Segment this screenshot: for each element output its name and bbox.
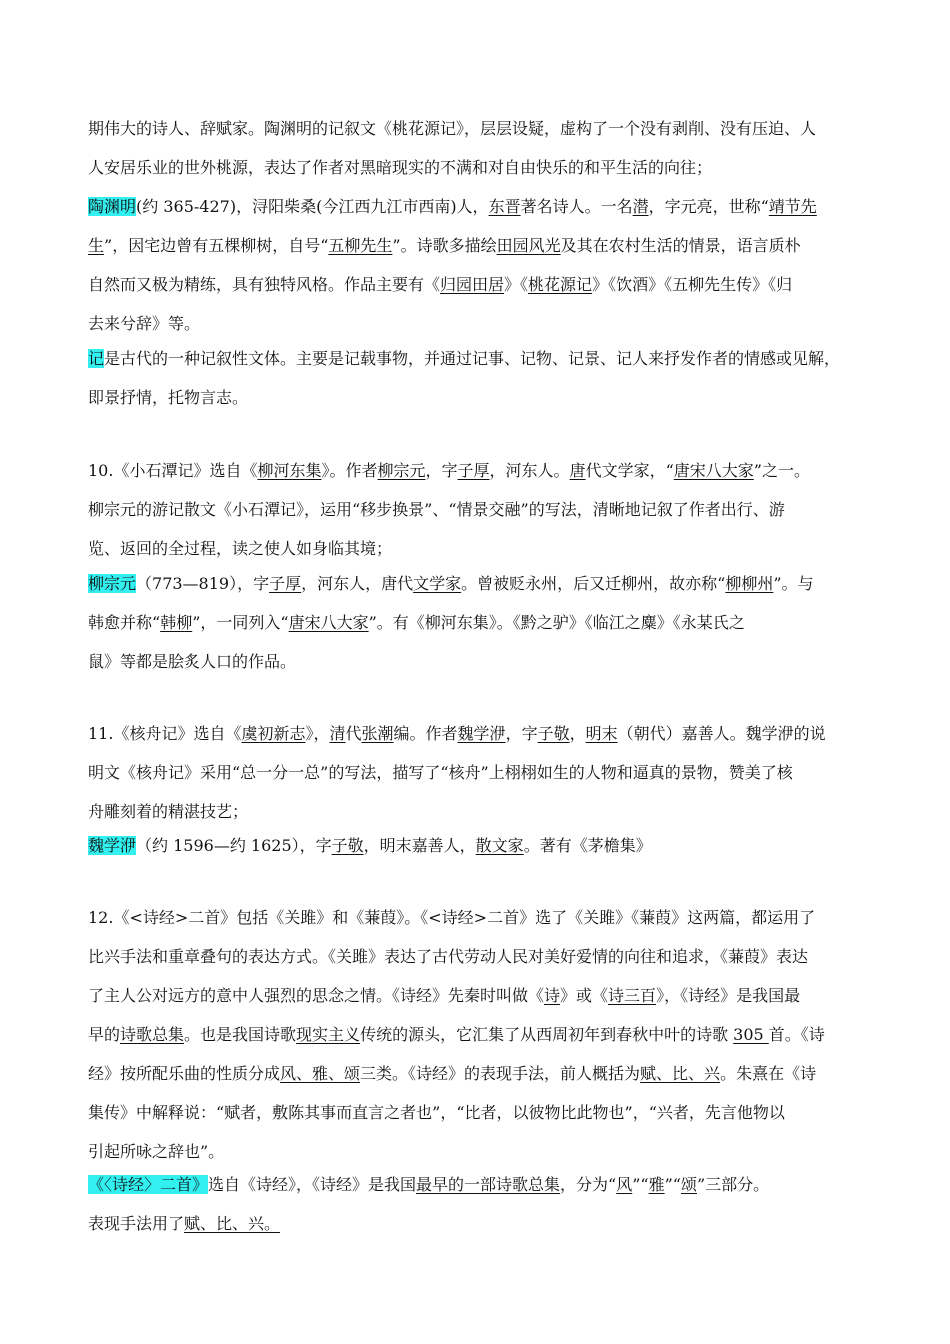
- text-run: 表现手法用了: [88, 1214, 185, 1233]
- text-line: [88, 907, 815, 929]
- text-run: 集传》中解释说：“赋者，敷陈其事而直言之者也”，“比者，以彼物比此物也”，“兴者，先言他物以: [88, 1103, 785, 1122]
- text-run: ”。有《柳河东集》。《黔之驴》《临江之麋》《永某氏之: [368, 613, 745, 632]
- text-run: 经》按所配乐曲的性质分成: [88, 1064, 281, 1083]
- text-run: 三类。《诗经》的表现手法，前人概括为: [360, 1064, 641, 1083]
- text-run: ”，一同列入“: [192, 613, 289, 632]
- underlined-term: 柳柳州: [725, 574, 774, 593]
- text-run: 》或《: [560, 986, 609, 1005]
- text-line: [88, 348, 840, 370]
- underlined-term: 靖节先: [768, 197, 817, 216]
- underlined-term: 赋、比、兴: [640, 1064, 721, 1083]
- text-line: [88, 387, 248, 409]
- highlighted-term: 陶渊明: [88, 197, 137, 216]
- text-line: [88, 762, 793, 784]
- text-line: [88, 313, 200, 335]
- text-run: 》《: [504, 275, 529, 294]
- underlined-term: 赋、比、兴。: [184, 1214, 281, 1233]
- text-run: 比兴手法和重章叠句的表达方式。《关雎》表达了古代劳动人民对美好爱情的向往和追求，《蒹葭》表达: [88, 947, 809, 966]
- text-run: 传统的源头，它汇集了从西周初年到春秋中叶的诗歌: [360, 1025, 734, 1044]
- text-line: [88, 1063, 816, 1085]
- text-run: 韩愈并称“: [88, 613, 161, 632]
- text-line: [88, 499, 785, 521]
- text-run: 11.《核舟记》选自《: [88, 724, 242, 743]
- underlined-term: 诗歌总集: [120, 1025, 185, 1044]
- underlined-term: 风: [616, 1175, 633, 1194]
- text-run: 12.《<诗经>二首》包括《关雎》和《蒹葭》。《<诗经>二首》选了《关雎》《蒹葭》这两篇，都运用了: [88, 908, 816, 927]
- text-run: ”。诗歌多描绘: [392, 236, 497, 255]
- underlined-term: 子敬: [331, 836, 364, 855]
- text-run: 引起所咏之辞也”。: [88, 1142, 225, 1161]
- text-run: ，: [569, 724, 586, 743]
- text-line: [88, 157, 712, 179]
- underlined-term: 唐宋八大家: [288, 613, 369, 632]
- underlined-term: 雅: [648, 1175, 665, 1194]
- highlighted-term: 《〈诗经〉二首》: [88, 1175, 209, 1194]
- text-run: 。也是我国诗歌: [184, 1025, 297, 1044]
- text-run: 览、返回的全过程，读之使人如身临其境；: [88, 539, 393, 558]
- text-run: 去来兮辞》等。: [88, 314, 201, 333]
- text-run: ，字元亮，世称“: [648, 197, 769, 216]
- highlighted-term: 柳宗元: [88, 574, 137, 593]
- underlined-term: 颂: [680, 1175, 697, 1194]
- underlined-term: 魏学洢: [457, 724, 506, 743]
- text-run: (约 365-427)，浔阳柴桑(今江西九江市西南)人，: [136, 197, 489, 216]
- underlined-term: 东晋: [488, 197, 521, 216]
- text-line: [88, 118, 816, 140]
- text-line: [88, 801, 248, 823]
- text-run: ，河东人，唐代: [301, 574, 414, 593]
- underlined-term: 明末: [585, 724, 618, 743]
- text-run: ，河东人。: [489, 461, 570, 480]
- text-run: 选自《诗经》，《诗经》是我国: [208, 1175, 417, 1194]
- text-run: 柳宗元的游记散文《小石潭记》，运用“移步换景”、“情景交融”的写法，清晰地记叙了作者出行、游: [88, 500, 785, 519]
- text-run: 10.《小石潭记》选自《: [88, 461, 258, 480]
- text-run: 明文《核舟记》采用“总一分一总”的写法，描写了“核舟”上栩栩如生的人物和逼真的景物，赞美了核: [88, 763, 793, 782]
- underlined-term: 唐: [569, 461, 586, 480]
- text-line: [88, 651, 296, 673]
- text-line: [88, 1024, 825, 1046]
- text-line: [88, 274, 792, 296]
- text-run: 自然而又极为精练，具有独特风格。作品主要有《: [88, 275, 441, 294]
- text-line: [88, 1213, 280, 1235]
- underlined-term: 归园田居: [440, 275, 505, 294]
- text-run: 了主人公对远方的意中人强烈的思念之情。《诗经》先秦时叫做《: [88, 986, 545, 1005]
- underlined-term: 五柳先生: [328, 236, 393, 255]
- highlighted-term: 魏学洢: [88, 836, 137, 855]
- text-run: ”三部分。: [697, 1175, 770, 1194]
- underlined-term: 桃花源记: [528, 275, 593, 294]
- text-run: 著名诗人。一名: [520, 197, 633, 216]
- text-run: ，明末嘉善人，: [363, 836, 476, 855]
- text-run: 》，《诗经》是我国最: [656, 986, 801, 1005]
- underlined-term: 子厚: [269, 574, 302, 593]
- text-run: ”“: [632, 1175, 649, 1194]
- text-run: 首。《诗: [768, 1025, 825, 1044]
- text-run: ，分为“: [560, 1175, 617, 1194]
- underlined-term: 风、雅、颂: [280, 1064, 361, 1083]
- text-run: ”“: [664, 1175, 681, 1194]
- text-run: ”，因宅边曾有五棵柳树，自号“: [104, 236, 329, 255]
- text-run: 及其在农村生活的情景，语言质朴: [560, 236, 801, 255]
- text-run: ，字: [505, 724, 538, 743]
- text-run: 人安居乐业的世外桃源，表达了作者对黑暗现实的不满和对自由快乐的和平生活的向往；: [88, 158, 713, 177]
- underlined-term: 散文家: [475, 836, 524, 855]
- text-run: （朝代）嘉善人。魏学洢的说: [617, 724, 826, 743]
- text-run: 期伟大的诗人、辞赋家。陶渊明的记叙文《桃花源记》，层层设疑，虚构了一个没有剥削、没有压迫、人: [88, 119, 817, 138]
- text-run: 。著有《茅檐集》: [523, 836, 652, 855]
- underlined-term: 305: [733, 1025, 769, 1044]
- highlighted-term: 记: [88, 349, 105, 368]
- text-run: 是古代的一种记叙性文体。主要是记载事物，并通过记事、记物、记景、记人来抒发作者的情感或见解，: [104, 349, 841, 368]
- underlined-term: 清: [329, 724, 346, 743]
- text-run: 即景抒情，托物言志。: [88, 388, 249, 407]
- text-run: 鼠》等都是脍炙人口的作品。: [88, 652, 297, 671]
- underlined-term: 唐宋八大家: [673, 461, 754, 480]
- text-run: 代: [345, 724, 362, 743]
- underlined-term: 子厚: [457, 461, 490, 480]
- underlined-term: 文学家: [413, 574, 462, 593]
- text-run: （约 1596—约 1625），字: [136, 836, 332, 855]
- text-run: 》，: [305, 724, 330, 743]
- text-line: [88, 985, 800, 1007]
- underlined-term: 张潮: [361, 724, 394, 743]
- text-line: [88, 196, 817, 218]
- text-line: [88, 612, 745, 634]
- text-line: [88, 538, 392, 560]
- underlined-term: 子敬: [537, 724, 570, 743]
- underlined-term: 诗: [544, 986, 561, 1005]
- underlined-term: 柳宗元: [377, 461, 426, 480]
- text-run: 舟雕刻着的精湛技艺；: [88, 802, 249, 821]
- text-line: [88, 1102, 785, 1124]
- text-line: [88, 1141, 224, 1163]
- text-run: 代文学家，“: [585, 461, 674, 480]
- underlined-term: 柳河东集: [257, 461, 322, 480]
- underlined-term: 最早的一部诗歌总集: [416, 1175, 561, 1194]
- text-line: [88, 946, 808, 968]
- text-run: 编。作者: [393, 724, 458, 743]
- text-run: 》。作者: [321, 461, 378, 480]
- text-run: ，字: [425, 461, 458, 480]
- text-run: 。曾被贬永州，后又迁柳州，故亦称“: [461, 574, 726, 593]
- underlined-term: 虞初新志: [241, 724, 306, 743]
- underlined-term: 田园风光: [496, 236, 561, 255]
- text-run: ”。与: [773, 574, 814, 593]
- text-line: [88, 235, 801, 257]
- underlined-term: 诗三百: [608, 986, 657, 1005]
- underlined-term: 现实主义: [296, 1025, 361, 1044]
- text-line: [88, 573, 814, 595]
- text-line: [88, 723, 826, 745]
- underlined-term: 韩柳: [160, 613, 193, 632]
- text-run: ”之一。: [753, 461, 810, 480]
- text-run: 》《饮酒》《五柳先生传》《归: [592, 275, 793, 294]
- text-line: [88, 460, 810, 482]
- text-line: [88, 1174, 769, 1196]
- underlined-term: 潜: [632, 197, 649, 216]
- text-run: 早的: [88, 1025, 121, 1044]
- text-run: （773—819），字: [136, 574, 270, 593]
- underlined-term: 生: [88, 236, 105, 255]
- text-line: [88, 835, 652, 857]
- text-run: 。朱熹在《诗: [720, 1064, 817, 1083]
